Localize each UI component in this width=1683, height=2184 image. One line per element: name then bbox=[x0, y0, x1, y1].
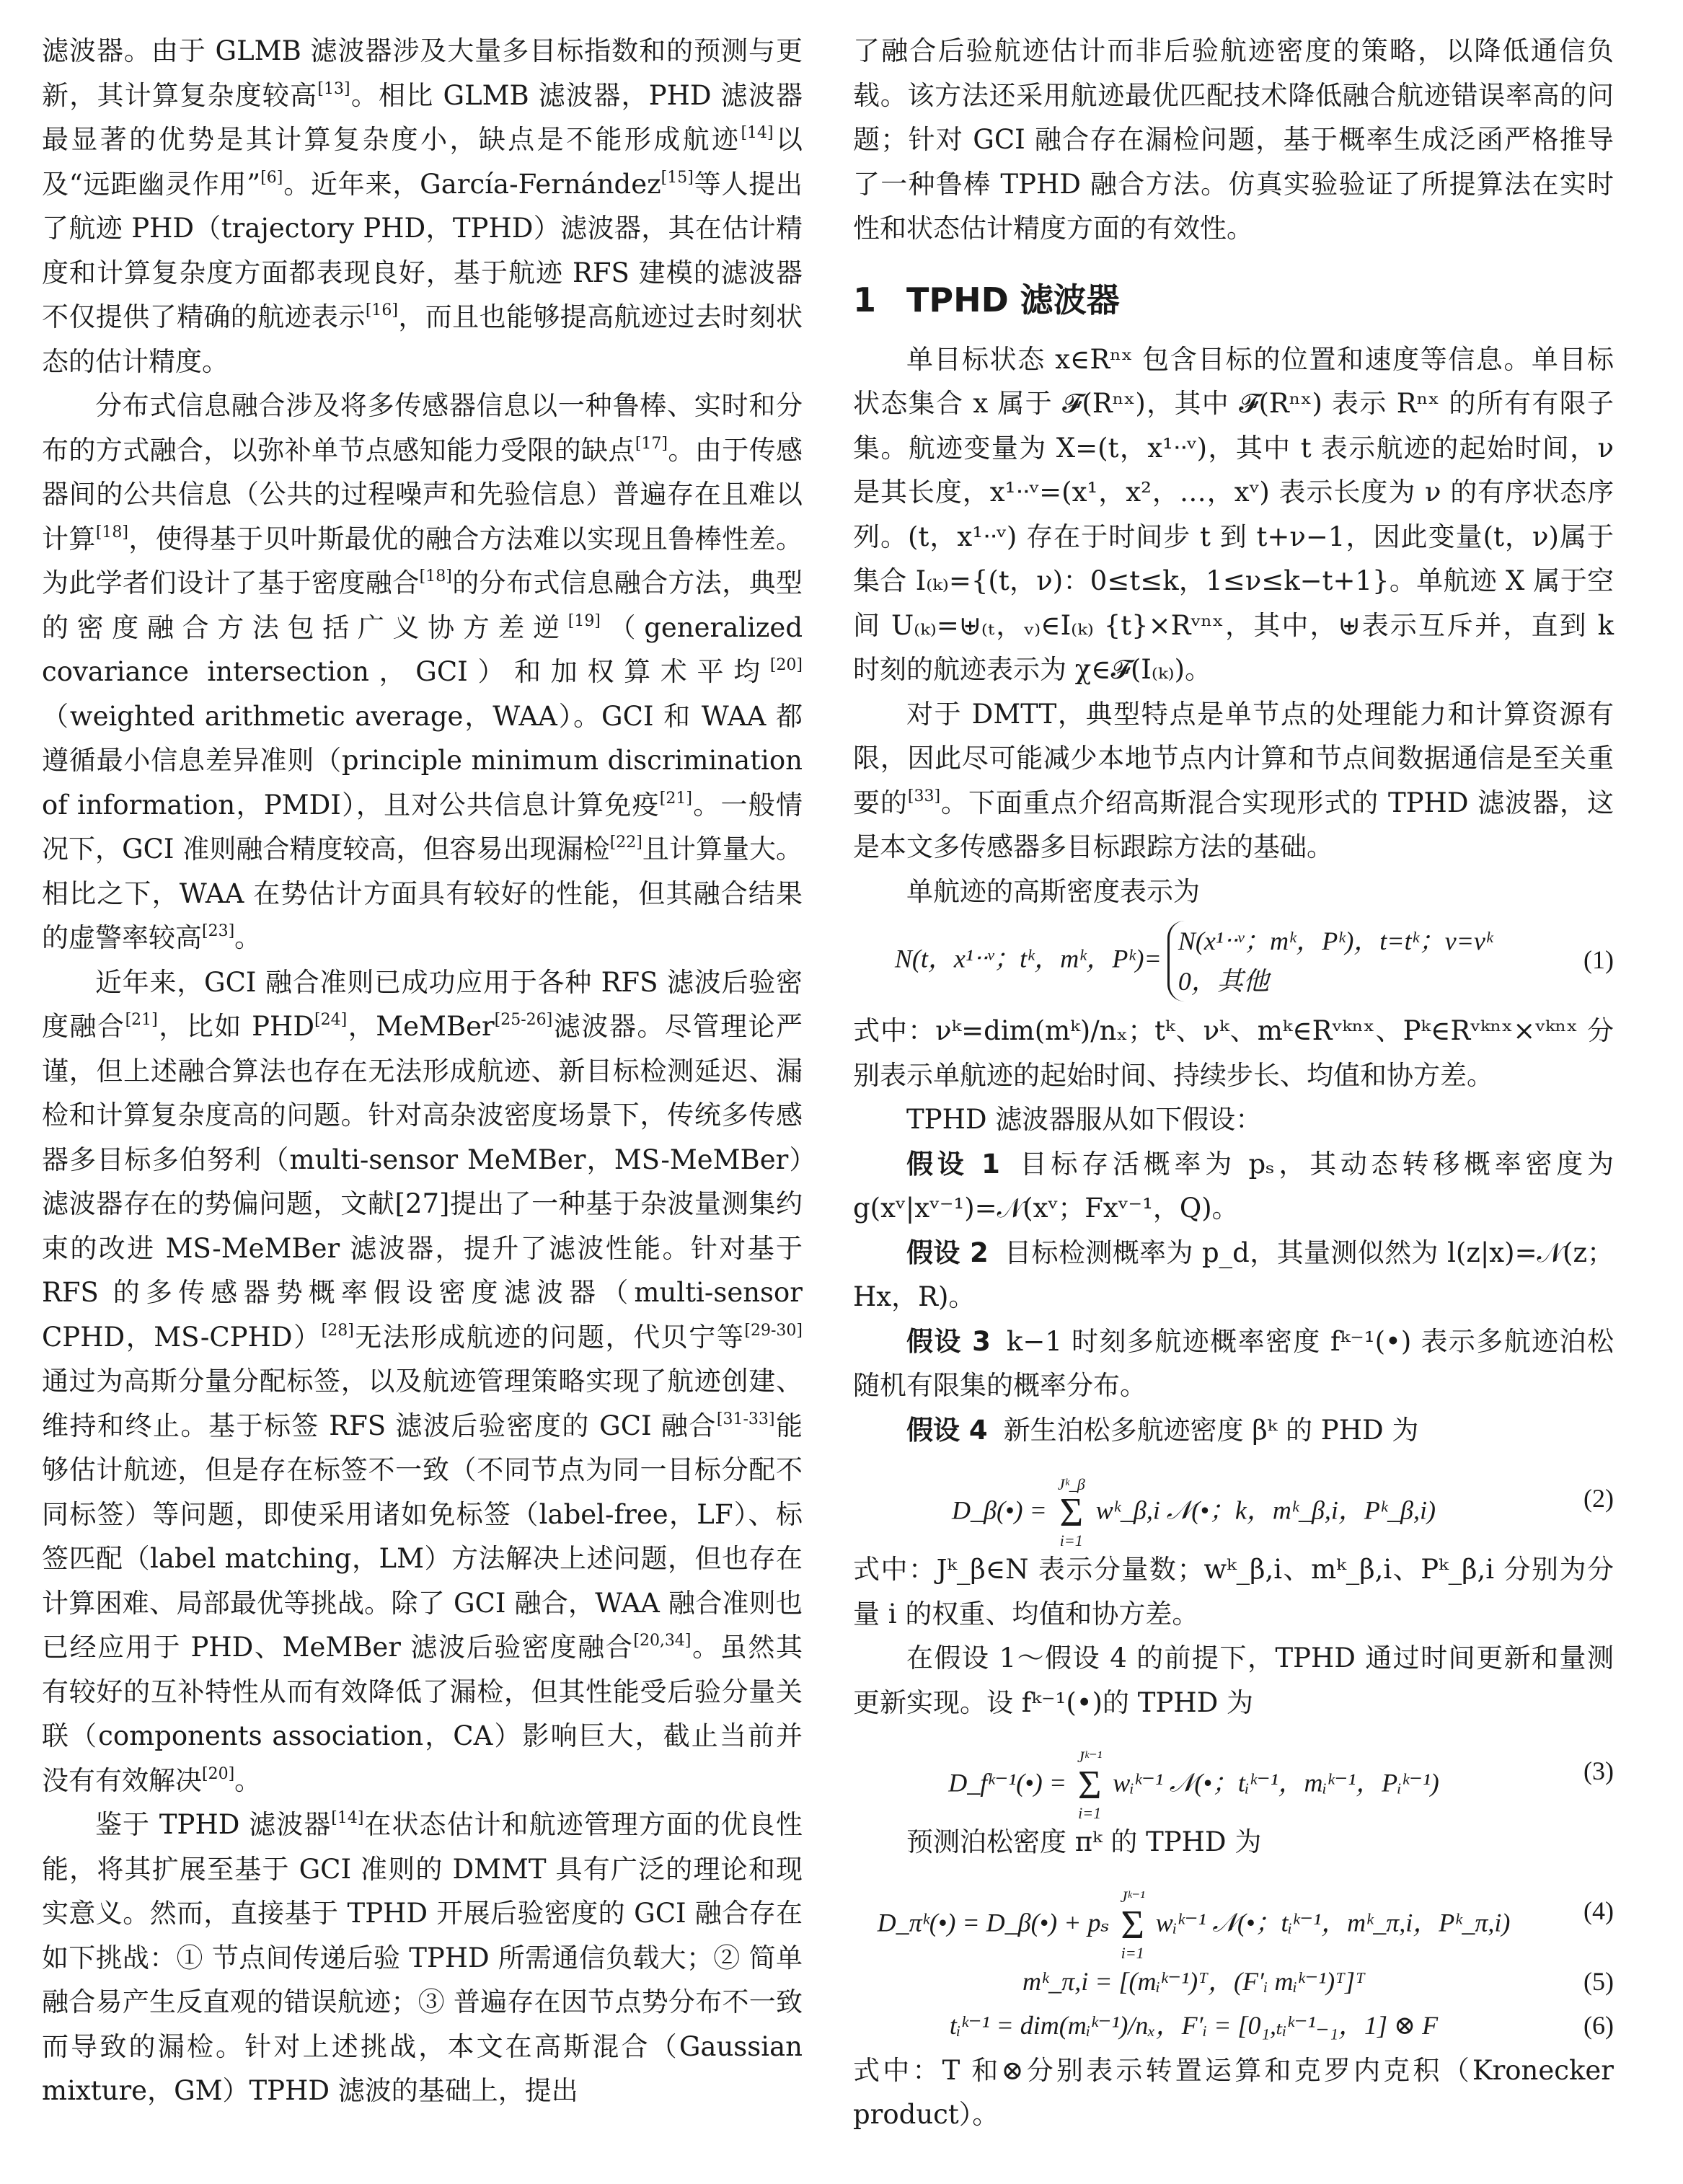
citation[interactable]: [25-26] bbox=[494, 1011, 553, 1029]
citation[interactable]: [33] bbox=[907, 787, 941, 805]
assumption-label: 假设 2 bbox=[906, 1237, 989, 1268]
paragraph: 式中：T 和⊗分别表示转置运算和克罗内克积（Kronecker product）。 bbox=[853, 2054, 1614, 2130]
equation-3: D_fᵏ⁻¹(•) = Jᵏ⁻¹ Σ i=1 wᵢᵏ⁻¹ 𝒩(•；tᵢᵏ⁻¹，mᵢᵏ⁻¹，Pᵢᵏ⁻¹) (3) bbox=[948, 1748, 1614, 1822]
citation[interactable]: [16] bbox=[365, 301, 398, 319]
equation-lhs: N(t，x¹ᐧᐧᵛ；tᵏ，mᵏ，Pᵏ)= bbox=[894, 944, 1162, 973]
citation[interactable]: [14] bbox=[331, 1809, 364, 1827]
assumption-4: 假设 4 新生泊松多航迹密度 βᵏ 的 PHD 为 bbox=[906, 1414, 1419, 1446]
citation[interactable]: [13] bbox=[317, 79, 350, 98]
citation[interactable]: [19] bbox=[567, 611, 601, 630]
section-title: TPHD 滤波器 bbox=[906, 280, 1120, 319]
assumption-label: 假设 1 bbox=[906, 1148, 1000, 1180]
assumption-label: 假设 4 bbox=[906, 1414, 988, 1446]
equation-number: (3) bbox=[1583, 1756, 1614, 1785]
citation[interactable]: [28] bbox=[321, 1321, 354, 1340]
paragraph: 在假设 1～假设 4 的前提下，TPHD 通过时间更新和量测更新实现。设 fᵏ⁻¹(•)的 TPHD 为 bbox=[853, 1643, 1614, 1718]
paragraph: 对于 DMTT，典型特点是单节点的处理能力和计算资源有限，因此尽可能减少本地节点内计算和节点间数据通信是至关重要的[33]。下面重点介绍高斯混合实现形式的 TPHD 滤波器，这是本文多传感器多目标跟踪方法的基础。 bbox=[853, 698, 1614, 862]
citation[interactable]: [20] bbox=[202, 1764, 235, 1783]
equation-4: D_πᵏ(•) = D_β(•) + pₛ Jᵏ⁻¹ Σ i=1 wᵢᵏ⁻¹ 𝒩(•；tᵢᵏ⁻¹，mᵏ_π,i，Pᵏ_π,i) (4) bbox=[877, 1887, 1614, 1962]
citation[interactable]: [22] bbox=[609, 834, 642, 852]
summation: Jᵏ⁻¹ Σ i=1 bbox=[1077, 1748, 1103, 1822]
right-column bbox=[853, 29, 1614, 2137]
paragraph: 式中：νᵏ=dim(mᵏ)/nₓ；tᵏ、νᵏ、mᵏ∈Rᵛᵏⁿˣ、Pᵏ∈Rᵛᵏⁿˣ×ᵛᵏⁿˣ 分别表示单航迹的起始时间、持续步长、均值和协方差。 bbox=[853, 1015, 1614, 1091]
equation-5: mᵏ_π,i = [(mᵢᵏ⁻¹)ᵀ，(F′ᵢ mᵢᵏ⁻¹)ᵀ]ᵀ (5) bbox=[853, 1960, 1614, 2004]
citation[interactable]: [18] bbox=[95, 523, 128, 541]
citation[interactable]: [29-30] bbox=[744, 1321, 803, 1340]
left-column bbox=[42, 29, 803, 2113]
equation-number: (2) bbox=[1583, 1484, 1614, 1513]
citation[interactable]: [21] bbox=[125, 1011, 158, 1029]
citation[interactable]: [24] bbox=[314, 1011, 348, 1029]
citation[interactable]: [17] bbox=[635, 434, 668, 453]
section-number: 1 bbox=[853, 280, 877, 319]
assumption-label: 假设 3 bbox=[906, 1325, 991, 1357]
equation-case: N(x¹ᐧᐧᵛ；mᵏ，Pᵏ)，t=tᵏ；ν=νᵏ bbox=[1178, 927, 1493, 955]
citation[interactable]: [6] bbox=[260, 168, 283, 187]
paragraph: TPHD 滤波器服从如下假设： bbox=[906, 1104, 1263, 1135]
paragraph: 分布式信息融合涉及将多传感器信息以一种鲁棒、实时和分布的方式融合，以弥补单节点感知能力受限的缺点[17]。由于传感器间的公共信息（公共的过程噪声和先验信息）普遍存在且难以计算[18]，使得基于贝叶斯最优的融合方法难以实现且鲁棒性差。为此学者们设计了基于密度融合[18]的分布式信息融合方法，典型的密度融合方法包括广义协方差逆[19]（generalized covariance intersection，GCI）和加权算术平均[20]（weighted arithmetic average，WAA）。GCI 和 WAA 都遵循最小信息差异准则（principle minimum discrimination of information，PMDI），且对公共信息计算免疫[21]。一般情况下，GCI 准则融合精度较高，但容易出现漏检[22]且计算量大。相比之下，WAA 在势估计方面具有较好的性能，但其融合结果的虚警率较高[23]。 bbox=[42, 390, 803, 953]
paragraph: 式中：Jᵏ_β∈N 表示分量数；wᵏ_β,i、mᵏ_β,i、Pᵏ_β,i 分别为分量 i 的权重、均值和协方差。 bbox=[853, 1554, 1614, 1630]
equation-number: (5) bbox=[1583, 1966, 1614, 1996]
citation[interactable]: [31-33] bbox=[716, 1410, 775, 1428]
citation[interactable]: [20] bbox=[769, 656, 803, 674]
section-heading bbox=[853, 278, 1614, 322]
paragraph: 单航迹的高斯密度表示为 bbox=[906, 875, 1200, 907]
paragraph: 预测泊松密度 πᵏ 的 TPHD 为 bbox=[906, 1826, 1262, 1857]
equation-6: tᵢᵏ⁻¹ = dim(mᵢᵏ⁻¹)/nₓ，F′ᵢ = [0₁,ₜᵢᵏ⁻¹₋₁，1] ⊗ F (6) bbox=[853, 2004, 1614, 2048]
paragraph: 近年来，GCI 融合准则已成功应用于各种 RFS 滤波后验密度融合[21]，比如 PHD[24]，MeMBer[25-26]滤波器。尽管理论严谨，但上述融合算法也存在无法形成航迹、新目标检测延迟、漏检和计算复杂度高的问题。针对高杂波密度场景下，传统多传感器多目标多伯努利（multi-sensor MeMBer，MS-MeMBer）滤波器存在的势偏问题，文献[27]提出了一种基于杂波量测集约束的改进 MS-MeMBer 滤波器，提升了滤波性能。针对基于 RFS 的多传感器势概率假设密度滤波器（multi-sensor CPHD，MS-CPHD）[28]无法形成航迹的问题，代贝宁等[29-30]通过为高斯分量分配标签，以及航迹管理策略实现了航迹创建、维持和终止。基于标签 RFS 滤波后验密度的 GCI 融合[31-33]能够估计航迹，但是存在标签不一致（不同节点为同一目标分配不同标签）等问题，即使采用诸如免标签（label-free，LF）、标签匹配（label matching，LM）方法解决上述问题，但也存在计算困难、局部最优等挑战。除了 GCI 融合，WAA 融合准则也已经应用于 PHD、MeMBer 滤波后验密度融合[20,34]。虽然其有较好的互补特性从而有效降低了漏检，但其性能受后验分量关联（components association，CA）影响巨大，截止当前并没有有效解决[20]。 bbox=[42, 966, 803, 1796]
assumption-3: 假设 3 k−1 时刻多航迹概率密度 fᵏ⁻¹(•) 表示多航迹泊松随机有限集的概率分布。 bbox=[853, 1325, 1614, 1401]
paragraph: 单目标状态 x∈Rⁿˣ 包含目标的位置和速度等信息。单目标状态集合 x 属于 𝓕(Rⁿˣ)，其中 𝓕(Rⁿˣ) 表示 Rⁿˣ 的所有有限子集。航迹变量为 X=(t，x¹ᐧᐧᵛ)，其中 t 表示航迹的起始时间，ν 是其长度，x¹ᐧᐧᵛ=(x¹，x²，…，xᵛ) 表示长度为 ν 的有序状态序列。(t，x¹ᐧᐧᵛ) 存在于时间步 t 到 t+ν−1，因此变量(t，ν)属于集合 I₍ₖ₎={(t，ν)：0≤t≤k，1≤ν≤k−t+1}。单航迹 X 属于空间 U₍ₖ₎=⊎₍ₜ，ᵥ₎∈I₍ₖ₎ {t}×Rᵛⁿˣ，其中，⊎表示互斥并，直到 k 时刻的航迹表示为 χ∈𝓕(I₍ₖ₎)。 bbox=[853, 343, 1614, 685]
assumption-1: 假设 1 目标存活概率为 pₛ，其动态转移概率密度为 g(xᵛ|xᵛ⁻¹)=𝒩(xᵛ；Fxᵛ⁻¹，Q)。 bbox=[853, 1148, 1614, 1224]
equation-number: (6) bbox=[1583, 2011, 1614, 2040]
assumption-2: 假设 2 目标检测概率为 p_d，其量测似然为 l(z|x)=𝒩(z；Hx，R)。 bbox=[853, 1237, 1614, 1312]
equation-1 bbox=[853, 914, 1614, 1009]
summation: Jᵏ⁻¹ Σ i=1 bbox=[1120, 1887, 1145, 1962]
paragraph: 鉴于 TPHD 滤波器[14]在状态估计和航迹管理方面的优良性能，将其扩展至基于 GCI 准则的 DMMT 具有广泛的理论和现实意义。然而，直接基于 TPHD 开展后验密度的 GCI 融合存在如下挑战：① 节点间传递后验 TPHD 所需通信负载大；② 简单融合易产生反直观的错误航迹；③ 普遍存在因节点势分布不一致而导致的漏检。针对上述挑战，本文在高斯混合（Gaussian mixture，GM）TPHD 滤波的基础上，提出 bbox=[42, 1809, 803, 2106]
equation-number: (4) bbox=[1583, 1896, 1614, 1925]
paragraph: 滤波器。由于 GLMB 滤波器涉及大量多目标指数和的预测与更新，其计算复杂度较高[13]。相比 GLMB 滤波器，PHD 滤波器最显著的优势是其计算复杂度小，缺点是不能形成航迹[14]以及“远距幽灵作用”[6]。近年来，García-Fernández[15]等人提出了航迹 PHD（trajectory PHD，TPHD）滤波器，其在估计精度和计算复杂度方面都表现良好，基于航迹 RFS 建模的滤波器不仅提供了精确的航迹表示[16]，而且也能够提高航迹过去时刻状态的估计精度。 bbox=[42, 35, 803, 377]
equation-2: D_β(•) = Jᵏ_β Σ i=1 wᵏ_β,i 𝒩(•；k，mᵏ_β,i，Pᵏ_β,i) (2) bbox=[952, 1475, 1614, 1549]
paragraph: 了融合后验航迹估计而非后验航迹密度的策略，以降低通信负载。该方法还采用航迹最优匹配技术降低融合航迹错误率高的问题；针对 GCI 融合存在漏检问题，基于概率生成泛函严格推导了一种鲁棒 TPHD 融合方法。仿真实验验证了所提算法在实时性和状态估计精度方面的有效性。 bbox=[853, 35, 1614, 244]
equation-number: (1) bbox=[1583, 945, 1614, 974]
summation: Jᵏ_β Σ i=1 bbox=[1057, 1475, 1085, 1549]
equation-case: 0，其他 bbox=[1178, 967, 1269, 996]
citation[interactable]: [21] bbox=[659, 789, 692, 808]
equation-cases bbox=[1167, 921, 1493, 1002]
citation[interactable]: [14] bbox=[741, 124, 774, 142]
citation[interactable]: [18] bbox=[419, 567, 452, 585]
citation[interactable]: [23] bbox=[202, 922, 235, 940]
citation[interactable]: [15] bbox=[661, 168, 694, 187]
citation[interactable]: [20,34] bbox=[633, 1632, 692, 1650]
